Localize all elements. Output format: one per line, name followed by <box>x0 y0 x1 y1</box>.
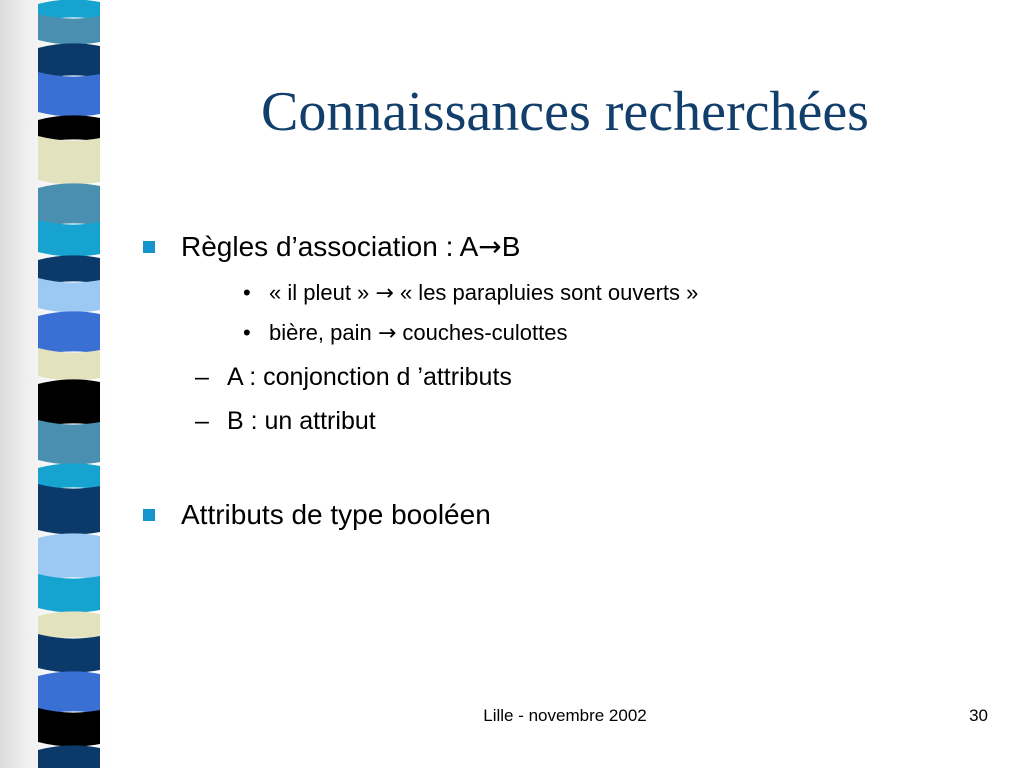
sub-bullet-text-pre: « il pleut » <box>269 280 376 305</box>
bullet-text-post: B <box>501 231 521 262</box>
dash-item-conjunction <box>195 362 512 392</box>
page-number: 30 <box>969 706 988 725</box>
square-bullet-icon <box>143 509 155 521</box>
stripe-band <box>38 484 100 535</box>
stripe-pattern <box>0 0 115 768</box>
dash-item-text: A : conjonction d ’attributs <box>227 363 512 391</box>
sub-bullet-example-rain <box>243 280 698 307</box>
stripe-band <box>38 348 100 381</box>
bullet-text: Attributs de type booléen <box>181 499 491 530</box>
bullet-text-pre: Règles d’association : A <box>181 231 479 262</box>
sub-bullet-text-post: couches-culottes <box>396 320 568 345</box>
stripe-band <box>38 183 100 228</box>
arrow-icon: → <box>478 230 502 263</box>
dash-item-text: B : un attribut <box>227 407 376 435</box>
footer-text: Lille - novembre 2002 <box>483 706 647 725</box>
stripe-band <box>38 533 100 582</box>
sub-bullet-example-beer <box>243 320 568 347</box>
bullet-text <box>181 230 520 264</box>
bullet-boolean-attributes <box>143 498 491 532</box>
stripe-band <box>38 220 100 257</box>
arrow-icon: → <box>375 281 394 306</box>
dash-bullet-icon: – <box>195 363 209 391</box>
stripe-band <box>38 420 100 465</box>
bullet-association-rules <box>143 230 520 264</box>
stripe-band <box>38 745 100 768</box>
sub-bullet-text-pre: bière, pain <box>269 320 378 345</box>
stripe-band <box>38 634 100 673</box>
dot-bullet-icon: • <box>243 320 251 345</box>
stripe-band <box>38 708 100 747</box>
stripe-band <box>38 136 100 185</box>
stripe-band <box>38 311 100 356</box>
stripe-band <box>38 14 100 45</box>
stripe-band <box>38 671 100 716</box>
stripe-band <box>38 72 100 117</box>
square-bullet-icon <box>143 241 155 253</box>
dash-item-attribute <box>195 406 376 436</box>
sub-bullet-text-post: « les parapluies sont ouverts » <box>393 280 699 305</box>
arrow-icon: → <box>377 321 397 346</box>
dash-bullet-icon: – <box>195 407 209 435</box>
stripe-band <box>38 574 100 613</box>
slide-title: Connaissances recherchées <box>261 81 869 143</box>
stripe-band <box>38 278 100 313</box>
dot-bullet-icon: • <box>243 280 251 305</box>
stripe-band <box>38 379 100 428</box>
